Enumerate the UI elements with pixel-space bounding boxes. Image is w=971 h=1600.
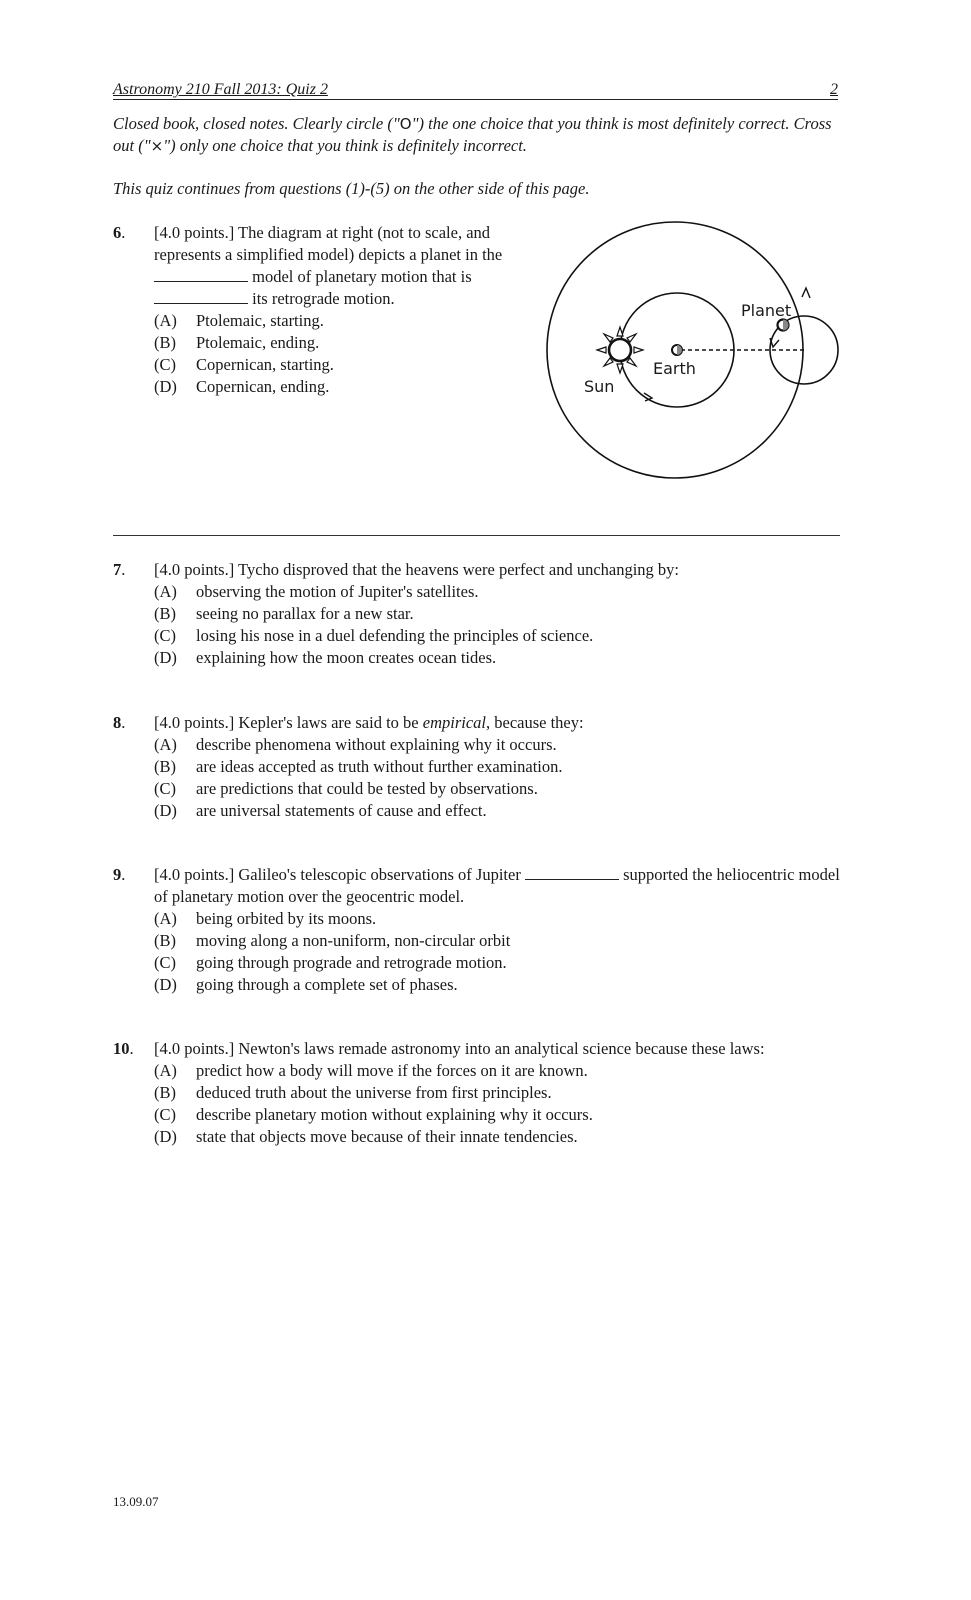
earth-icon [672,345,682,355]
sun-label: Sun [584,377,615,396]
option-d[interactable]: (D) Copernican, ending. [154,377,330,396]
cross-symbol: × [150,137,164,155]
instructions-text-1: Closed book, closed notes. Clearly circle (" [113,114,400,133]
question-stem: [4.0 points.] Galileo's telescopic observations of Jupiter supported the heliocentric model of planetary motion over the geocentric model. [154,865,840,906]
instructions-text-3: ") only one choice that you think is definitely incorrect. [163,136,527,155]
question-body [154,712,844,822]
question-body [154,222,549,398]
answer-blank [154,266,248,282]
earth-label: Earth [653,359,696,378]
emphasis-term: empirical [422,713,486,732]
question-number: 9. [113,865,126,884]
question-stem: [4.0 points.] Newton's laws remade astronomy into an analytical science because these laws: [154,1039,765,1058]
section-divider [113,535,840,536]
option-a[interactable]: (A) Ptolemaic, starting. [154,311,324,330]
option-b[interactable]: (B) moving along a non-uniform, non-circular orbit [154,931,511,950]
option-b[interactable]: (B) deduced truth about the universe from first principles. [154,1083,552,1102]
option-c[interactable]: (C) describe planetary motion without explaining why it occurs. [154,1105,593,1124]
option-d[interactable]: (D) state that objects move because of their innate tendencies. [154,1127,578,1146]
continuation-note: This quiz continues from questions (1)-(5) on the other side of this page. [113,179,590,198]
option-a[interactable]: (A) observing the motion of Jupiter's satellites. [154,582,479,601]
option-a[interactable]: (A) predict how a body will move if the forces on it are known. [154,1061,588,1080]
option-b[interactable]: (B) seeing no parallax for a new star. [154,604,414,623]
option-b[interactable]: (B) are ideas accepted as truth without further examination. [154,757,563,776]
option-d[interactable]: (D) are universal statements of cause and effect. [154,801,487,820]
option-d[interactable]: (D) explaining how the moon creates ocean tides. [154,648,497,667]
answer-blank [525,864,619,880]
epicycle-diagram [540,210,850,490]
question-number: 10. [113,1039,134,1058]
page-header [113,80,838,100]
footer-date-code: 13.09.07 [113,1494,159,1509]
circle-symbol: O [399,115,412,133]
question-number: 6. [113,223,126,242]
orbit-arrow-icon [802,288,810,298]
question-body [154,1038,844,1148]
quiz-title: Astronomy 210 Fall 2013: Quiz 2 [113,81,328,98]
option-c[interactable]: (C) going through prograde and retrograde motion. [154,953,507,972]
question-body [154,864,844,996]
question-number: 8. [113,713,126,732]
option-a[interactable]: (A) being orbited by its moons. [154,909,377,928]
question-stem: [4.0 points.] The diagram at right (not to scale, and represents a simplified model) depicts a planet in the model of planetary motion that is its retrograde motion. [154,223,503,308]
instructions-text-2: ") the one choice that you think is most definitely correct. Cross out (" [113,114,832,155]
page-number: 2 [830,81,838,98]
question-stem: [4.0 points.] Kepler's laws are said to be empirical, because they: [154,713,584,732]
planet-label: Planet [741,301,792,320]
instructions [113,113,843,157]
option-c[interactable]: (C) are predictions that could be tested by observations. [154,779,538,798]
option-c[interactable]: (C) Copernican, starting. [154,355,334,374]
question-stem: [4.0 points.] Tycho disproved that the heavens were perfect and unchanging by: [154,560,680,579]
sun-icon [597,327,643,373]
option-b[interactable]: (B) Ptolemaic, ending. [154,333,320,352]
answer-blank [154,288,248,304]
planet-icon [778,320,789,331]
question-body [154,559,844,669]
option-c[interactable]: (C) losing his nose in a duel defending the principles of science. [154,626,594,645]
option-a[interactable]: (A) describe phenomena without explaining why it occurs. [154,735,557,754]
option-d[interactable]: (D) going through a complete set of phases. [154,975,458,994]
question-number: 7. [113,560,126,579]
